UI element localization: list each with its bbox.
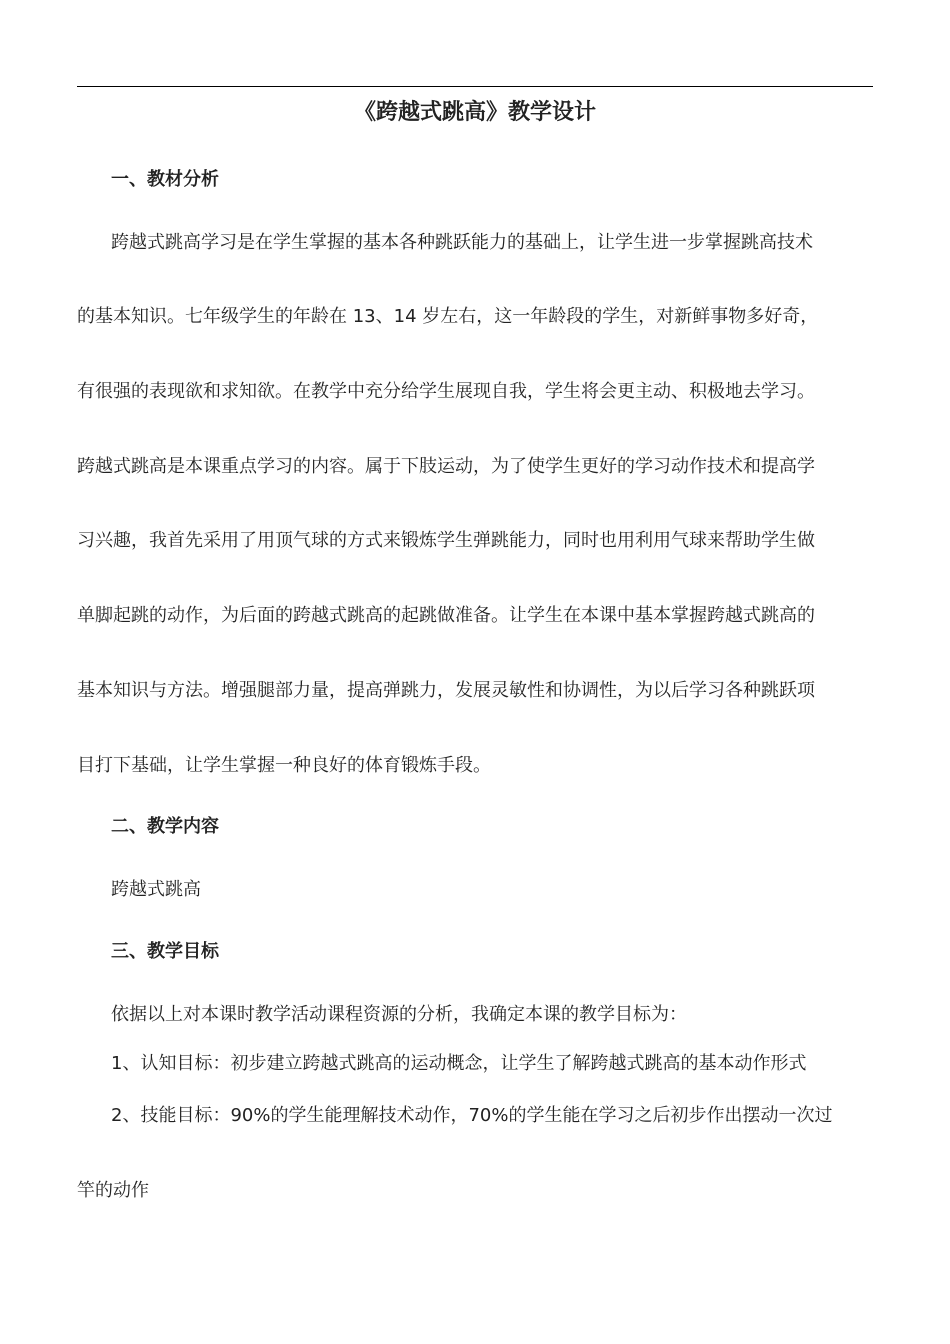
paragraph-line: 习兴趣，我首先采用了用顶气球的方式来锻炼学生弹跳能力，同时也用利用气球来帮助学生做	[77, 530, 815, 551]
paragraph-line: 单脚起跳的动作，为后面的跨越式跳高的起跳做准备。让学生在本课中基本掌握跨越式跳高的	[77, 605, 815, 626]
section-heading-analysis: 一、教材分析	[111, 169, 219, 190]
paragraph-line: 有很强的表现欲和求知欲。在教学中充分给学生展现自我，学生将会更主动、积极地去学习。	[77, 381, 815, 402]
section-heading-goals: 三、教学目标	[111, 941, 219, 962]
section-heading-content: 二、教学内容	[111, 816, 219, 837]
paragraph-line: 跨越式跳高是本课重点学习的内容。属于下肢运动，为了使学生更好的学习动作技术和提高学	[77, 456, 815, 477]
paragraph-line: 目打下基础，让学生掌握一种良好的体育锻炼手段。	[77, 755, 491, 776]
goal-item-skill-continued: 竿的动作	[77, 1180, 149, 1201]
document-title: 《跨越式跳高》教学设计	[353, 100, 596, 125]
goal-item-skill: 2、技能目标：90%的学生能理解技术动作，70%的学生能在学习之后初步作出摆动一次过	[111, 1105, 833, 1126]
paragraph-line: 基本知识与方法。增强腿部力量，提高弹跳力，发展灵敏性和协调性，为以后学习各种跳跃项	[77, 680, 815, 701]
paragraph-line: 的基本知识。七年级学生的年龄在 13、14 岁左右，这一年龄段的学生，对新鲜事物多好奇，	[77, 306, 819, 327]
paragraph-line: 跨越式跳高学习是在学生掌握的基本各种跳跃能力的基础上，让学生进一步掌握跳高技术	[111, 232, 813, 253]
goals-intro: 依据以上对本课时教学活动课程资源的分析，我确定本课的教学目标为：	[111, 1004, 687, 1025]
header-rule	[77, 86, 873, 87]
goal-item-cognitive: 1、认知目标：初步建立跨越式跳高的运动概念，让学生了解跨越式跳高的基本动作形式	[111, 1053, 807, 1074]
section-content-text: 跨越式跳高	[111, 879, 201, 900]
